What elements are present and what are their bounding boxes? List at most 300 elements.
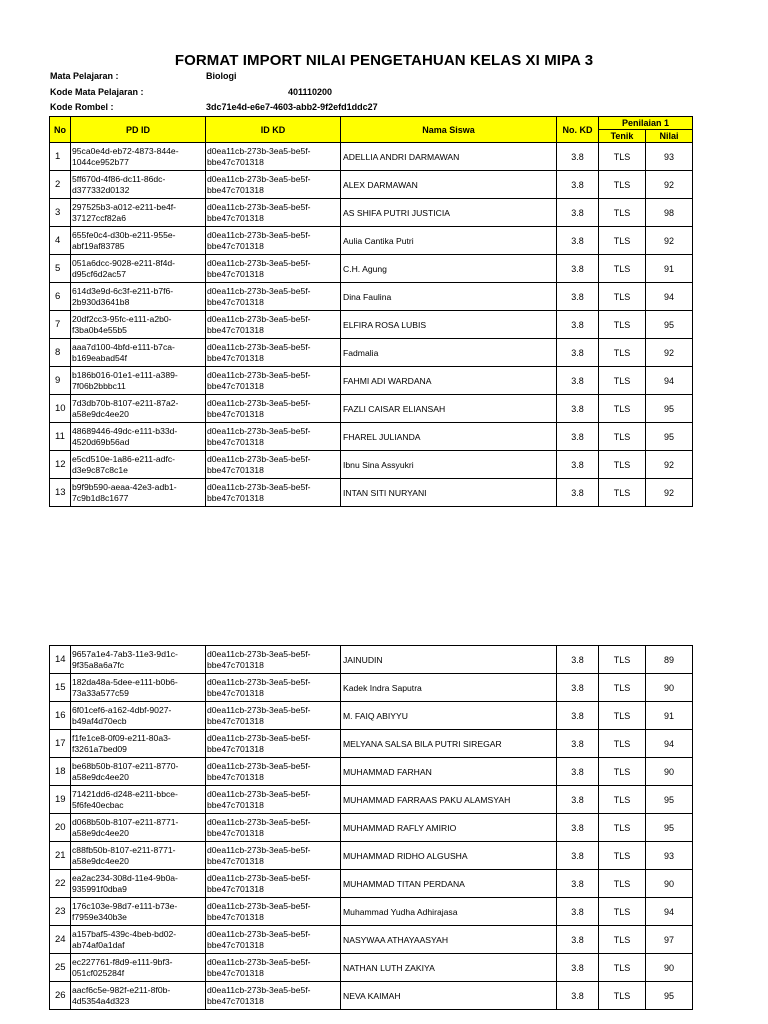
cell-teknik: TLS	[599, 311, 646, 339]
cell-no-kd: 3.8	[557, 395, 599, 423]
cell-nilai: 97	[646, 926, 693, 954]
table-row	[50, 283, 693, 311]
table-row	[50, 339, 693, 367]
cell-nama-siswa: Kadek Indra Saputra	[341, 674, 557, 702]
cell-nama-siswa: INTAN SITI NURYANI	[341, 479, 557, 507]
cell-no: 18	[50, 758, 71, 786]
cell-no: 15	[50, 674, 71, 702]
cell-teknik: TLS	[599, 423, 646, 451]
cell-no: 21	[50, 842, 71, 870]
id-kd-line1: d0ea11cb-273b-3ea5-be5f-	[207, 426, 311, 436]
table-row	[50, 646, 693, 674]
pd-id-line1: d068b50b-8107-e211-8771-	[72, 817, 179, 827]
pd-id-line1: 9657a1e4-7ab3-11e3-9d1c-	[72, 649, 178, 659]
id-kd-line1: d0ea11cb-273b-3ea5-be5f-	[207, 817, 311, 827]
pd-id-line2: d3e9c87c8c1e	[72, 464, 128, 475]
cell-no-kd: 3.8	[557, 730, 599, 758]
cell-id-kd	[206, 842, 341, 870]
cell-pd-id	[71, 814, 206, 842]
pd-id-line2: abf19af83785	[72, 240, 125, 251]
pd-id-line2: 1044ce952b77	[72, 156, 129, 167]
header-pd-id: PD ID	[71, 117, 206, 143]
cell-nama-siswa: NEVA KAIMAH	[341, 982, 557, 1010]
cell-nilai: 95	[646, 982, 693, 1010]
cell-no-kd: 3.8	[557, 786, 599, 814]
cell-no: 23	[50, 898, 71, 926]
id-kd-line2: bbe47c701318	[207, 743, 264, 754]
table-row	[50, 730, 693, 758]
table-row	[50, 227, 693, 255]
cell-no-kd: 3.8	[557, 814, 599, 842]
cell-nilai: 90	[646, 758, 693, 786]
id-kd-line2: bbe47c701318	[207, 324, 264, 335]
cell-nama-siswa: Fadmalia	[341, 339, 557, 367]
header-no: No	[50, 117, 71, 143]
table-row	[50, 479, 693, 507]
cell-no: 3	[50, 199, 71, 227]
cell-pd-id	[71, 311, 206, 339]
cell-id-kd	[206, 954, 341, 982]
cell-nilai: 94	[646, 283, 693, 311]
cell-teknik: TLS	[599, 926, 646, 954]
id-kd-line2: bbe47c701318	[207, 352, 264, 363]
pd-id-line2: 5f6fe40ecbac	[72, 799, 124, 810]
table-row	[50, 898, 693, 926]
id-kd-line2: bbe47c701318	[207, 380, 264, 391]
id-kd-line1: d0ea11cb-273b-3ea5-be5f-	[207, 929, 311, 939]
id-kd-line2: bbe47c701318	[207, 995, 264, 1006]
cell-teknik: TLS	[599, 842, 646, 870]
cell-no-kd: 3.8	[557, 842, 599, 870]
pd-id-line2: f3261a7bed09	[72, 743, 127, 754]
cell-nilai: 93	[646, 143, 693, 171]
cell-nilai: 92	[646, 451, 693, 479]
meta-label-rombel-code: Kode Rombel :	[50, 102, 114, 112]
table-row	[50, 702, 693, 730]
cell-teknik: TLS	[599, 255, 646, 283]
cell-no: 5	[50, 255, 71, 283]
id-kd-line1: d0ea11cb-273b-3ea5-be5f-	[207, 342, 311, 352]
cell-pd-id	[71, 283, 206, 311]
pd-id-line2: b49af4d70ecb	[72, 715, 127, 726]
table-row	[50, 311, 693, 339]
id-kd-line1: d0ea11cb-273b-3ea5-be5f-	[207, 649, 311, 659]
pd-id-line2: 051cf025284f	[72, 967, 125, 978]
cell-teknik: TLS	[599, 702, 646, 730]
pd-id-line2: 4520d69b56ad	[72, 436, 130, 447]
cell-nama-siswa: MUHAMMAD RAFLY AMIRIO	[341, 814, 557, 842]
cell-nama-siswa: Ibnu Sina Assyukri	[341, 451, 557, 479]
table-row	[50, 143, 693, 171]
id-kd-line2: bbe47c701318	[207, 827, 264, 838]
cell-id-kd	[206, 339, 341, 367]
cell-nama-siswa: MELYANA SALSA BILA PUTRI SIREGAR	[341, 730, 557, 758]
cell-teknik: TLS	[599, 730, 646, 758]
cell-nilai: 95	[646, 423, 693, 451]
cell-nama-siswa: MUHAMMAD TITAN PERDANA	[341, 870, 557, 898]
pd-id-line2: d95cf6d2ac57	[72, 268, 126, 279]
id-kd-line1: d0ea11cb-273b-3ea5-be5f-	[207, 733, 311, 743]
cell-id-kd	[206, 479, 341, 507]
cell-pd-id	[71, 730, 206, 758]
cell-nilai: 90	[646, 954, 693, 982]
id-kd-line2: bbe47c701318	[207, 268, 264, 279]
cell-teknik: TLS	[599, 283, 646, 311]
cell-teknik: TLS	[599, 674, 646, 702]
table-row	[50, 954, 693, 982]
cell-no: 4	[50, 227, 71, 255]
pd-id-line1: 95ca0e4d-eb72-4873-844e-	[72, 146, 179, 156]
id-kd-line2: bbe47c701318	[207, 240, 264, 251]
table-row	[50, 423, 693, 451]
cell-nilai: 95	[646, 786, 693, 814]
cell-no-kd: 3.8	[557, 451, 599, 479]
pd-id-line1: 051a6dcc-9028-e211-8f4d-	[72, 258, 176, 268]
cell-id-kd	[206, 311, 341, 339]
table-row	[50, 786, 693, 814]
id-kd-line2: bbe47c701318	[207, 967, 264, 978]
cell-nilai: 92	[646, 479, 693, 507]
cell-id-kd	[206, 702, 341, 730]
cell-nilai: 91	[646, 702, 693, 730]
cell-id-kd	[206, 367, 341, 395]
pd-id-line2: 4d5354a4d323	[72, 995, 130, 1006]
table-row	[50, 870, 693, 898]
pd-id-line1: 176c103e-98d7-e111-b73e-	[72, 901, 178, 911]
cell-nilai: 95	[646, 814, 693, 842]
cell-no: 16	[50, 702, 71, 730]
cell-no: 20	[50, 814, 71, 842]
cell-no-kd: 3.8	[557, 646, 599, 674]
table-row	[50, 367, 693, 395]
pd-id-line2: b169eabad54f	[72, 352, 127, 363]
cell-no-kd: 3.8	[557, 199, 599, 227]
cell-teknik: TLS	[599, 870, 646, 898]
cell-nilai: 92	[646, 171, 693, 199]
pd-id-line2: 935991f0dba9	[72, 883, 127, 894]
id-kd-line1: d0ea11cb-273b-3ea5-be5f-	[207, 314, 311, 324]
id-kd-line1: d0ea11cb-273b-3ea5-be5f-	[207, 398, 311, 408]
cell-id-kd	[206, 870, 341, 898]
cell-nilai: 94	[646, 898, 693, 926]
pd-id-line2: 7c9b1d8c1677	[72, 492, 129, 503]
id-kd-line2: bbe47c701318	[207, 436, 264, 447]
pd-id-line2: 37127ccf82a6	[72, 212, 126, 223]
table-body	[50, 646, 693, 1010]
cell-id-kd	[206, 199, 341, 227]
cell-nama-siswa: ALEX DARMAWAN	[341, 171, 557, 199]
cell-id-kd	[206, 255, 341, 283]
cell-teknik: TLS	[599, 898, 646, 926]
cell-nama-siswa: MUHAMMAD FARRAAS PAKU ALAMSYAH	[341, 786, 557, 814]
pd-id-line2: 9f35a8a6a7fc	[72, 659, 125, 670]
pd-id-line1: ec227761-f8d9-e111-9bf3-	[72, 957, 173, 967]
cell-teknik: TLS	[599, 451, 646, 479]
table-row	[50, 814, 693, 842]
cell-no-kd: 3.8	[557, 339, 599, 367]
pd-id-line1: 655fe0c4-d30b-e211-955e-	[72, 230, 176, 240]
pd-id-line1: 614d3e9d-6c3f-e211-b7f6-	[72, 286, 174, 296]
cell-pd-id	[71, 255, 206, 283]
cell-id-kd	[206, 982, 341, 1010]
header-penilaian: Penilaian 1	[599, 117, 693, 130]
id-kd-line1: d0ea11cb-273b-3ea5-be5f-	[207, 761, 311, 771]
cell-teknik: TLS	[599, 395, 646, 423]
cell-nilai: 90	[646, 870, 693, 898]
cell-nilai: 91	[646, 255, 693, 283]
id-kd-line1: d0ea11cb-273b-3ea5-be5f-	[207, 985, 311, 995]
cell-no-kd: 3.8	[557, 283, 599, 311]
cell-nilai: 95	[646, 395, 693, 423]
meta-label-subject-code: Kode Mata Pelajaran :	[50, 87, 144, 97]
cell-id-kd	[206, 171, 341, 199]
cell-no-kd: 3.8	[557, 954, 599, 982]
cell-pd-id	[71, 982, 206, 1010]
cell-nilai: 90	[646, 674, 693, 702]
cell-nama-siswa: FAZLI CAISAR ELIANSAH	[341, 395, 557, 423]
pd-id-line1: aaa7d100-4bfd-e111-b7ca-	[72, 342, 175, 352]
cell-no: 7	[50, 311, 71, 339]
cell-nama-siswa: Dina Faulina	[341, 283, 557, 311]
cell-no-kd: 3.8	[557, 143, 599, 171]
cell-pd-id	[71, 227, 206, 255]
cell-no-kd: 3.8	[557, 982, 599, 1010]
cell-nilai: 92	[646, 339, 693, 367]
cell-teknik: TLS	[599, 786, 646, 814]
cell-id-kd	[206, 814, 341, 842]
cell-pd-id	[71, 926, 206, 954]
id-kd-line1: d0ea11cb-273b-3ea5-be5f-	[207, 174, 311, 184]
id-kd-line2: bbe47c701318	[207, 659, 264, 670]
id-kd-line1: d0ea11cb-273b-3ea5-be5f-	[207, 370, 311, 380]
cell-no: 26	[50, 982, 71, 1010]
id-kd-line1: d0ea11cb-273b-3ea5-be5f-	[207, 258, 311, 268]
header-id-kd: ID KD	[206, 117, 341, 143]
cell-teknik: TLS	[599, 758, 646, 786]
id-kd-line2: bbe47c701318	[207, 296, 264, 307]
pd-id-line1: be68b50b-8107-e211-8770-	[72, 761, 179, 771]
cell-id-kd	[206, 786, 341, 814]
cell-nama-siswa: FAHMI ADI WARDANA	[341, 367, 557, 395]
cell-nama-siswa: FHAREL JULIANDA	[341, 423, 557, 451]
cell-pd-id	[71, 702, 206, 730]
cell-pd-id	[71, 870, 206, 898]
cell-teknik: TLS	[599, 339, 646, 367]
pd-id-line2: 73a33a577c59	[72, 687, 129, 698]
cell-no-kd: 3.8	[557, 423, 599, 451]
cell-pd-id	[71, 171, 206, 199]
cell-no: 24	[50, 926, 71, 954]
id-kd-line1: d0ea11cb-273b-3ea5-be5f-	[207, 454, 311, 464]
cell-no: 19	[50, 786, 71, 814]
cell-pd-id	[71, 199, 206, 227]
id-kd-line1: d0ea11cb-273b-3ea5-be5f-	[207, 202, 311, 212]
cell-no: 13	[50, 479, 71, 507]
cell-no-kd: 3.8	[557, 898, 599, 926]
cell-pd-id	[71, 395, 206, 423]
cell-no: 14	[50, 646, 71, 674]
id-kd-line2: bbe47c701318	[207, 408, 264, 419]
pd-id-line1: 5ff670d-4f86-dc11-86dc-	[72, 174, 166, 184]
cell-no: 11	[50, 423, 71, 451]
cell-teknik: TLS	[599, 954, 646, 982]
pd-id-line1: 48689446-49dc-e111-b33d-	[72, 426, 178, 436]
id-kd-line1: d0ea11cb-273b-3ea5-be5f-	[207, 482, 311, 492]
table-body	[50, 143, 693, 507]
id-kd-line1: d0ea11cb-273b-3ea5-be5f-	[207, 677, 311, 687]
pd-id-line1: aacf6c5e-982f-e211-8f0b-	[72, 985, 171, 995]
cell-nama-siswa: JAINUDIN	[341, 646, 557, 674]
pd-id-line2: d377332d0132	[72, 184, 130, 195]
cell-nama-siswa: ADELLIA ANDRI DARMAWAN	[341, 143, 557, 171]
cell-no: 25	[50, 954, 71, 982]
cell-no-kd: 3.8	[557, 758, 599, 786]
cell-pd-id	[71, 954, 206, 982]
cell-pd-id	[71, 786, 206, 814]
table-row	[50, 926, 693, 954]
pd-id-line2: a58e9dc4ee20	[72, 855, 129, 866]
header-no-kd: No. KD	[557, 117, 599, 143]
id-kd-line2: bbe47c701318	[207, 911, 264, 922]
pd-id-line1: 6f01cef6-a162-4dbf-9027-	[72, 705, 172, 715]
cell-id-kd	[206, 730, 341, 758]
cell-id-kd	[206, 283, 341, 311]
cell-teknik: TLS	[599, 227, 646, 255]
cell-no: 1	[50, 143, 71, 171]
cell-id-kd	[206, 898, 341, 926]
meta-value-rombel-code: 3dc71e4d-e6e7-4603-abb2-9f2efd1ddc27	[206, 102, 378, 112]
cell-pd-id	[71, 479, 206, 507]
cell-pd-id	[71, 674, 206, 702]
cell-pd-id	[71, 646, 206, 674]
id-kd-line1: d0ea11cb-273b-3ea5-be5f-	[207, 901, 311, 911]
pd-id-line2: 2b930d3641b8	[72, 296, 130, 307]
cell-teknik: TLS	[599, 814, 646, 842]
cell-nama-siswa: MUHAMMAD RIDHO ALGUSHA	[341, 842, 557, 870]
grades-table-continued	[49, 645, 693, 1010]
cell-nilai: 93	[646, 842, 693, 870]
pd-id-line1: 7d3db70b-8107-e211-87a2-	[72, 398, 179, 408]
id-kd-line1: d0ea11cb-273b-3ea5-be5f-	[207, 286, 311, 296]
cell-no: 12	[50, 451, 71, 479]
id-kd-line2: bbe47c701318	[207, 771, 264, 782]
header-teknik: Tenik	[599, 130, 646, 143]
pd-id-line2: a58e9dc4ee20	[72, 827, 129, 838]
cell-id-kd	[206, 143, 341, 171]
cell-pd-id	[71, 339, 206, 367]
table-row	[50, 255, 693, 283]
cell-no-kd: 3.8	[557, 870, 599, 898]
table-row	[50, 982, 693, 1010]
cell-id-kd	[206, 395, 341, 423]
pd-id-line1: ea2ac234-308d-11e4-9b0a-	[72, 873, 178, 883]
cell-no: 22	[50, 870, 71, 898]
cell-pd-id	[71, 423, 206, 451]
cell-no: 2	[50, 171, 71, 199]
cell-id-kd	[206, 227, 341, 255]
pd-id-line1: 182da48a-5dee-e111-b0b6-	[72, 677, 178, 687]
id-kd-line1: d0ea11cb-273b-3ea5-be5f-	[207, 845, 311, 855]
pd-id-line2: 7f06b2bbbc11	[72, 380, 126, 391]
cell-teknik: TLS	[599, 171, 646, 199]
cell-id-kd	[206, 423, 341, 451]
pd-id-line1: 297525b3-a012-e211-be4f-	[72, 202, 177, 212]
id-kd-line2: bbe47c701318	[207, 687, 264, 698]
page-title: FORMAT IMPORT NILAI PENGETAHUAN KELAS XI MIPA 3	[174, 52, 594, 69]
cell-no-kd: 3.8	[557, 227, 599, 255]
cell-nama-siswa: C.H. Agung	[341, 255, 557, 283]
cell-pd-id	[71, 898, 206, 926]
pd-id-line2: f7959e340b3e	[72, 911, 127, 922]
cell-teknik: TLS	[599, 982, 646, 1010]
cell-no-kd: 3.8	[557, 479, 599, 507]
cell-nama-siswa: AS SHIFA PUTRI JUSTICIA	[341, 199, 557, 227]
cell-nama-siswa: NATHAN LUTH ZAKIYA	[341, 954, 557, 982]
id-kd-line2: bbe47c701318	[207, 184, 264, 195]
cell-nilai: 92	[646, 227, 693, 255]
pd-id-line2: a58e9dc4ee20	[72, 408, 129, 419]
cell-pd-id	[71, 451, 206, 479]
cell-teknik: TLS	[599, 143, 646, 171]
cell-nama-siswa: MUHAMMAD FARHAN	[341, 758, 557, 786]
cell-no: 6	[50, 283, 71, 311]
cell-teknik: TLS	[599, 199, 646, 227]
id-kd-line1: d0ea11cb-273b-3ea5-be5f-	[207, 146, 311, 156]
pd-id-line1: b9f9b590-aeaa-42e3-adb1-	[72, 482, 177, 492]
id-kd-line2: bbe47c701318	[207, 464, 264, 475]
cell-nilai: 94	[646, 367, 693, 395]
cell-no-kd: 3.8	[557, 171, 599, 199]
cell-nilai: 95	[646, 311, 693, 339]
header-nilai: Nilai	[646, 130, 693, 143]
cell-teknik: TLS	[599, 479, 646, 507]
cell-id-kd	[206, 758, 341, 786]
id-kd-line2: bbe47c701318	[207, 939, 264, 950]
cell-nilai: 89	[646, 646, 693, 674]
id-kd-line1: d0ea11cb-273b-3ea5-be5f-	[207, 230, 311, 240]
cell-no-kd: 3.8	[557, 311, 599, 339]
pd-id-line2: ab74af0a1daf	[72, 939, 125, 950]
table-row	[50, 171, 693, 199]
cell-id-kd	[206, 451, 341, 479]
cell-no-kd: 3.8	[557, 255, 599, 283]
pd-id-line1: c88fb50b-8107-e211-8771-	[72, 845, 176, 855]
cell-id-kd	[206, 926, 341, 954]
cell-nama-siswa: Aulia Cantika Putri	[341, 227, 557, 255]
cell-pd-id	[71, 143, 206, 171]
meta-value-subject: Biologi	[206, 71, 237, 81]
cell-nama-siswa: ELFIRA ROSA LUBIS	[341, 311, 557, 339]
cell-nilai: 98	[646, 199, 693, 227]
cell-pd-id	[71, 842, 206, 870]
meta-label-subject: Mata Pelajaran :	[50, 71, 119, 81]
cell-no: 17	[50, 730, 71, 758]
id-kd-line2: bbe47c701318	[207, 715, 264, 726]
cell-nama-siswa: NASYWAA ATHAYAASYAH	[341, 926, 557, 954]
id-kd-line2: bbe47c701318	[207, 492, 264, 503]
cell-pd-id	[71, 367, 206, 395]
cell-no-kd: 3.8	[557, 367, 599, 395]
id-kd-line2: bbe47c701318	[207, 212, 264, 223]
cell-no: 9	[50, 367, 71, 395]
cell-id-kd	[206, 646, 341, 674]
cell-nama-siswa: M. FAIQ ABIYYU	[341, 702, 557, 730]
cell-pd-id	[71, 758, 206, 786]
id-kd-line2: bbe47c701318	[207, 855, 264, 866]
table-row	[50, 395, 693, 423]
cell-no-kd: 3.8	[557, 674, 599, 702]
cell-id-kd	[206, 674, 341, 702]
